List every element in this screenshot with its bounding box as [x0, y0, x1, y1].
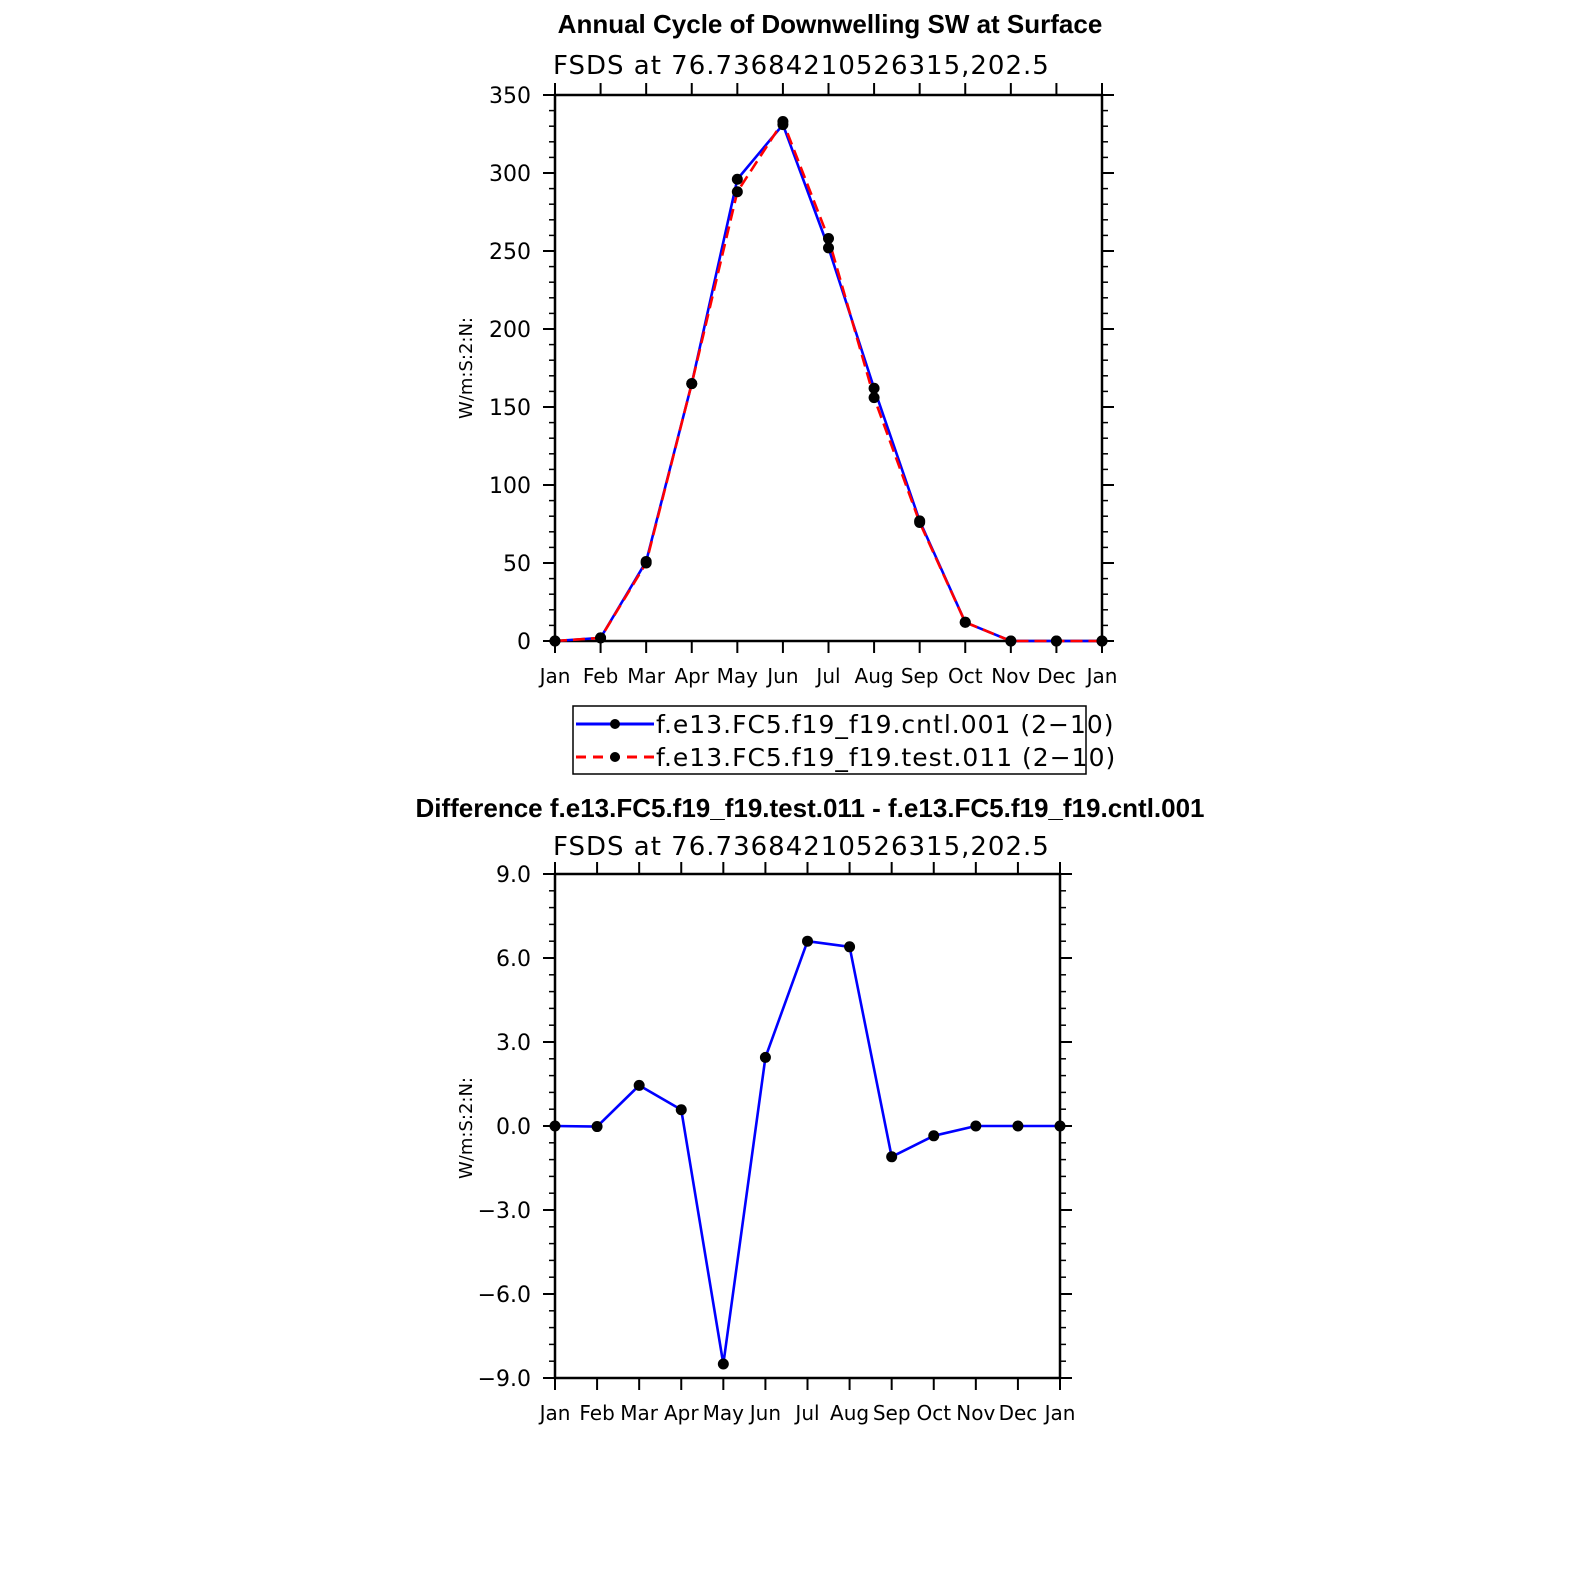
chart1-xtick-label: Mar: [627, 664, 666, 688]
chart1-xtick-label: Jul: [816, 664, 841, 688]
legend-test-label: f.e13.FC5.f19_f19.test.011 (2−10): [656, 743, 1117, 772]
chart1-series-2-point: [686, 378, 697, 389]
chart1-xtick-label: Nov: [991, 664, 1031, 688]
chart2-title: Difference f.e13.FC5.f19_f19.test.011 - f.e13.FC5.f19_f19.cntl.001: [415, 793, 1205, 823]
chart1-xtick-label: Jan: [1086, 664, 1118, 688]
chart2-xtick-label: Oct: [916, 1401, 952, 1425]
chart1-frame: [555, 95, 1102, 641]
chart1-series-2-point: [1005, 636, 1016, 647]
chart1-xtick-label: Feb: [582, 664, 619, 688]
chart2-series-1-point: [886, 1151, 897, 1162]
chart1-series-2-point: [550, 636, 561, 647]
chart1-xtick-label: Aug: [854, 664, 894, 688]
chart2-ytick-label: −9.0: [477, 1367, 531, 1392]
chart1-subtitle: FSDS at 76.73684210526315,202.5: [553, 51, 1050, 81]
chart1-series-1-point: [732, 174, 743, 185]
chart2-series-1-point: [718, 1359, 729, 1370]
chart1-series-2-point: [641, 558, 652, 569]
chart2-series-1-point: [760, 1052, 771, 1063]
chart1-series-2-line: [555, 122, 1102, 641]
chart1-ytick-label: 50: [503, 552, 531, 577]
legend-cntl-label: f.e13.FC5.f19_f19.cntl.001 (2−10): [656, 710, 1115, 739]
chart2-ytick-label: 6.0: [496, 947, 531, 972]
chart2-xtick-label: Jun: [749, 1401, 782, 1425]
chart2-xtick-label: Sep: [872, 1401, 911, 1425]
chart2-xtick-label: Apr: [663, 1401, 699, 1425]
chart2-xtick-label: Jan: [1044, 1401, 1076, 1425]
chart1-plot: [489, 83, 1117, 688]
chart2-series-1-line: [555, 941, 1060, 1364]
legend-cntl-marker: [610, 719, 620, 729]
chart2-xtick-label: Jul: [795, 1401, 820, 1425]
chart2-series-1-point: [1055, 1121, 1066, 1132]
chart2-ytick-label: −6.0: [477, 1283, 531, 1308]
chart2-series-1-point: [802, 936, 813, 947]
chart2-ylabel: W/m:S:2:N:: [456, 1077, 477, 1179]
chart1-series-2-point: [960, 617, 971, 628]
chart1-xtick-label: May: [716, 664, 759, 688]
chart2-series-1-point: [928, 1130, 939, 1141]
chart1-series-2-point: [732, 186, 743, 197]
chart2-series-1-point: [844, 941, 855, 952]
chart1-ytick-label: 250: [489, 240, 531, 265]
chart1-series-1-line: [555, 125, 1102, 641]
chart1-ytick-label: 150: [489, 396, 531, 421]
chart2-series-1-point: [676, 1104, 687, 1115]
chart1-xtick-label: Apr: [674, 664, 710, 688]
chart2-xtick-label: Mar: [620, 1401, 659, 1425]
chart1-title: Annual Cycle of Downwelling SW at Surface: [557, 9, 1103, 39]
chart1-ylabel: W/m:S:2:N:: [456, 317, 477, 419]
chart2-series-1-point: [550, 1121, 561, 1132]
chart1-xtick-label: Jun: [767, 664, 799, 688]
chart1-ytick-label: 0: [517, 630, 531, 655]
chart1-ytick-label: 200: [489, 318, 531, 343]
chart2-ytick-label: −3.0: [477, 1199, 531, 1224]
chart1-ytick-label: 300: [489, 162, 531, 187]
chart2-xtick-label: Nov: [956, 1401, 996, 1425]
chart1-series-2-point: [1051, 636, 1062, 647]
chart1-xtick-label: Jan: [539, 664, 571, 688]
chart2-xtick-label: Dec: [998, 1401, 1038, 1425]
chart2-subtitle: FSDS at 76.73684210526315,202.5: [553, 832, 1050, 862]
chart1-xtick-label: Sep: [900, 664, 939, 688]
chart1-series-2-point: [777, 116, 788, 127]
chart2-plot: [478, 862, 1076, 1425]
chart2-series-1-point: [592, 1121, 603, 1132]
chart2-series-1-point: [1012, 1121, 1023, 1132]
chart2-ytick-label: 9.0: [496, 863, 531, 888]
chart1-ytick-label: 350: [489, 84, 531, 109]
chart1-series-1-point: [869, 383, 880, 394]
chart1-series-2-point: [869, 392, 880, 403]
chart2-ytick-label: 0.0: [496, 1115, 531, 1140]
chart1-series-2-point: [595, 632, 606, 643]
chart2-xtick-label: Aug: [830, 1401, 870, 1425]
chart1-legend: [573, 706, 1116, 774]
chart2-xtick-label: Feb: [579, 1401, 615, 1425]
chart2-xtick-label: Jan: [539, 1401, 571, 1425]
chart1-series-2-point: [1097, 636, 1108, 647]
chart2-series-1-point: [970, 1121, 981, 1132]
chart1-xtick-label: Oct: [947, 664, 983, 688]
chart1-ytick-label: 100: [489, 474, 531, 499]
chart2-xtick-label: May: [702, 1401, 745, 1425]
chart2-series-1-point: [634, 1080, 645, 1091]
chart2-ytick-label: 3.0: [496, 1031, 531, 1056]
chart1-series-1-point: [823, 242, 834, 253]
chart1-xtick-label: Dec: [1037, 664, 1076, 688]
chart1-series-2-point: [914, 517, 925, 528]
chart1-series-2-point: [823, 233, 834, 244]
legend-test-marker: [610, 752, 620, 762]
